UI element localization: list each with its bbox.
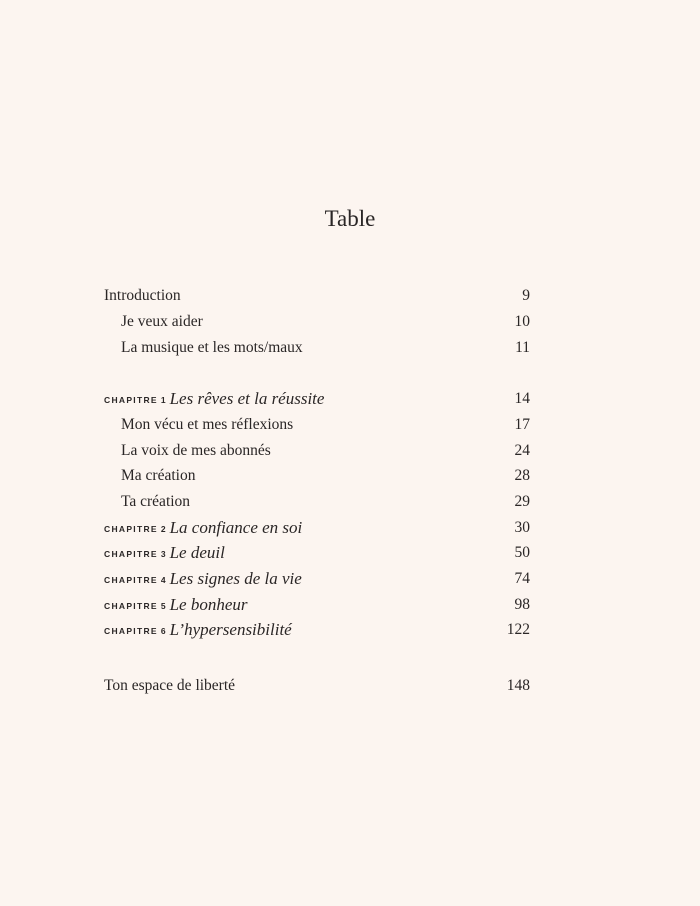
chapter-number: 3 [160,549,166,559]
toc-page-number: 11 [515,339,530,356]
chapter-prefix: CHAPITRE [104,524,158,534]
toc-subentry[interactable] [104,310,530,334]
chapter-prefix: CHAPITRE [104,601,158,611]
toc-entry-label: La voix de mes abonnés [121,442,271,459]
toc-page-number: 14 [514,390,530,407]
toc-entry-label: Introduction [104,287,181,304]
toc-entry-label: La musique et les mots/maux [121,339,303,356]
toc-page-number: 122 [506,621,530,638]
chapter-number: 6 [160,626,166,636]
toc-page-number: 30 [514,519,530,536]
toc-page-number: 28 [514,467,530,484]
toc-page-number: 10 [514,313,530,330]
toc-entry-label: Je veux aider [121,313,203,330]
toc-page-number: 74 [514,570,530,587]
toc-page-number: 148 [506,677,530,694]
toc-entry-label: Ma création [121,467,196,484]
toc-page-number: 50 [514,544,530,561]
toc-chapter-3[interactable] [104,541,530,565]
toc-chapter-5[interactable] [104,593,530,617]
toc-chapter-1[interactable] [104,387,530,411]
toc-page-number: 9 [522,287,530,304]
chapter-title: Les rêves et la réussite [169,389,325,408]
chapter-prefix: CHAPITRE [104,575,158,585]
toc-page-number: 24 [514,442,530,459]
toc-entry-label: Mon vécu et mes réflexions [121,416,294,433]
chapter-title: Les signes de la vie [169,569,302,588]
toc-entry-label: Ta création [121,493,191,510]
chapter-number: 5 [160,601,166,611]
chapter-prefix: CHAPITRE [104,395,158,405]
toc-page-number: 29 [514,493,530,510]
toc-subentry[interactable] [104,490,530,514]
toc-entry-closing[interactable] [104,674,530,698]
chapter-prefix: CHAPITRE [104,626,158,636]
chapter-title: L’hypersensibilité [169,620,292,639]
toc-chapter-6[interactable] [104,618,530,642]
toc-subentry[interactable] [104,413,530,437]
page-title: Table [324,206,376,231]
chapter-prefix: CHAPITRE [104,549,158,559]
chapter-title: Le bonheur [169,595,248,614]
toc-subentry[interactable] [104,464,530,488]
toc-chapter-2[interactable] [104,516,530,540]
toc-subentry[interactable] [104,336,530,360]
chapter-title: La confiance en soi [169,518,303,537]
toc-subentry[interactable] [104,439,530,463]
chapter-number: 2 [160,524,166,534]
chapter-number: 4 [160,575,166,585]
chapter-number: 1 [160,395,166,405]
toc-entry-label: Ton espace de liberté [104,677,236,694]
toc-entry-introduction[interactable] [104,284,530,308]
chapter-title: Le deuil [169,543,225,562]
toc-chapter-4[interactable] [104,567,530,591]
toc-page-number: 98 [514,596,530,613]
toc-page-number: 17 [514,416,530,433]
